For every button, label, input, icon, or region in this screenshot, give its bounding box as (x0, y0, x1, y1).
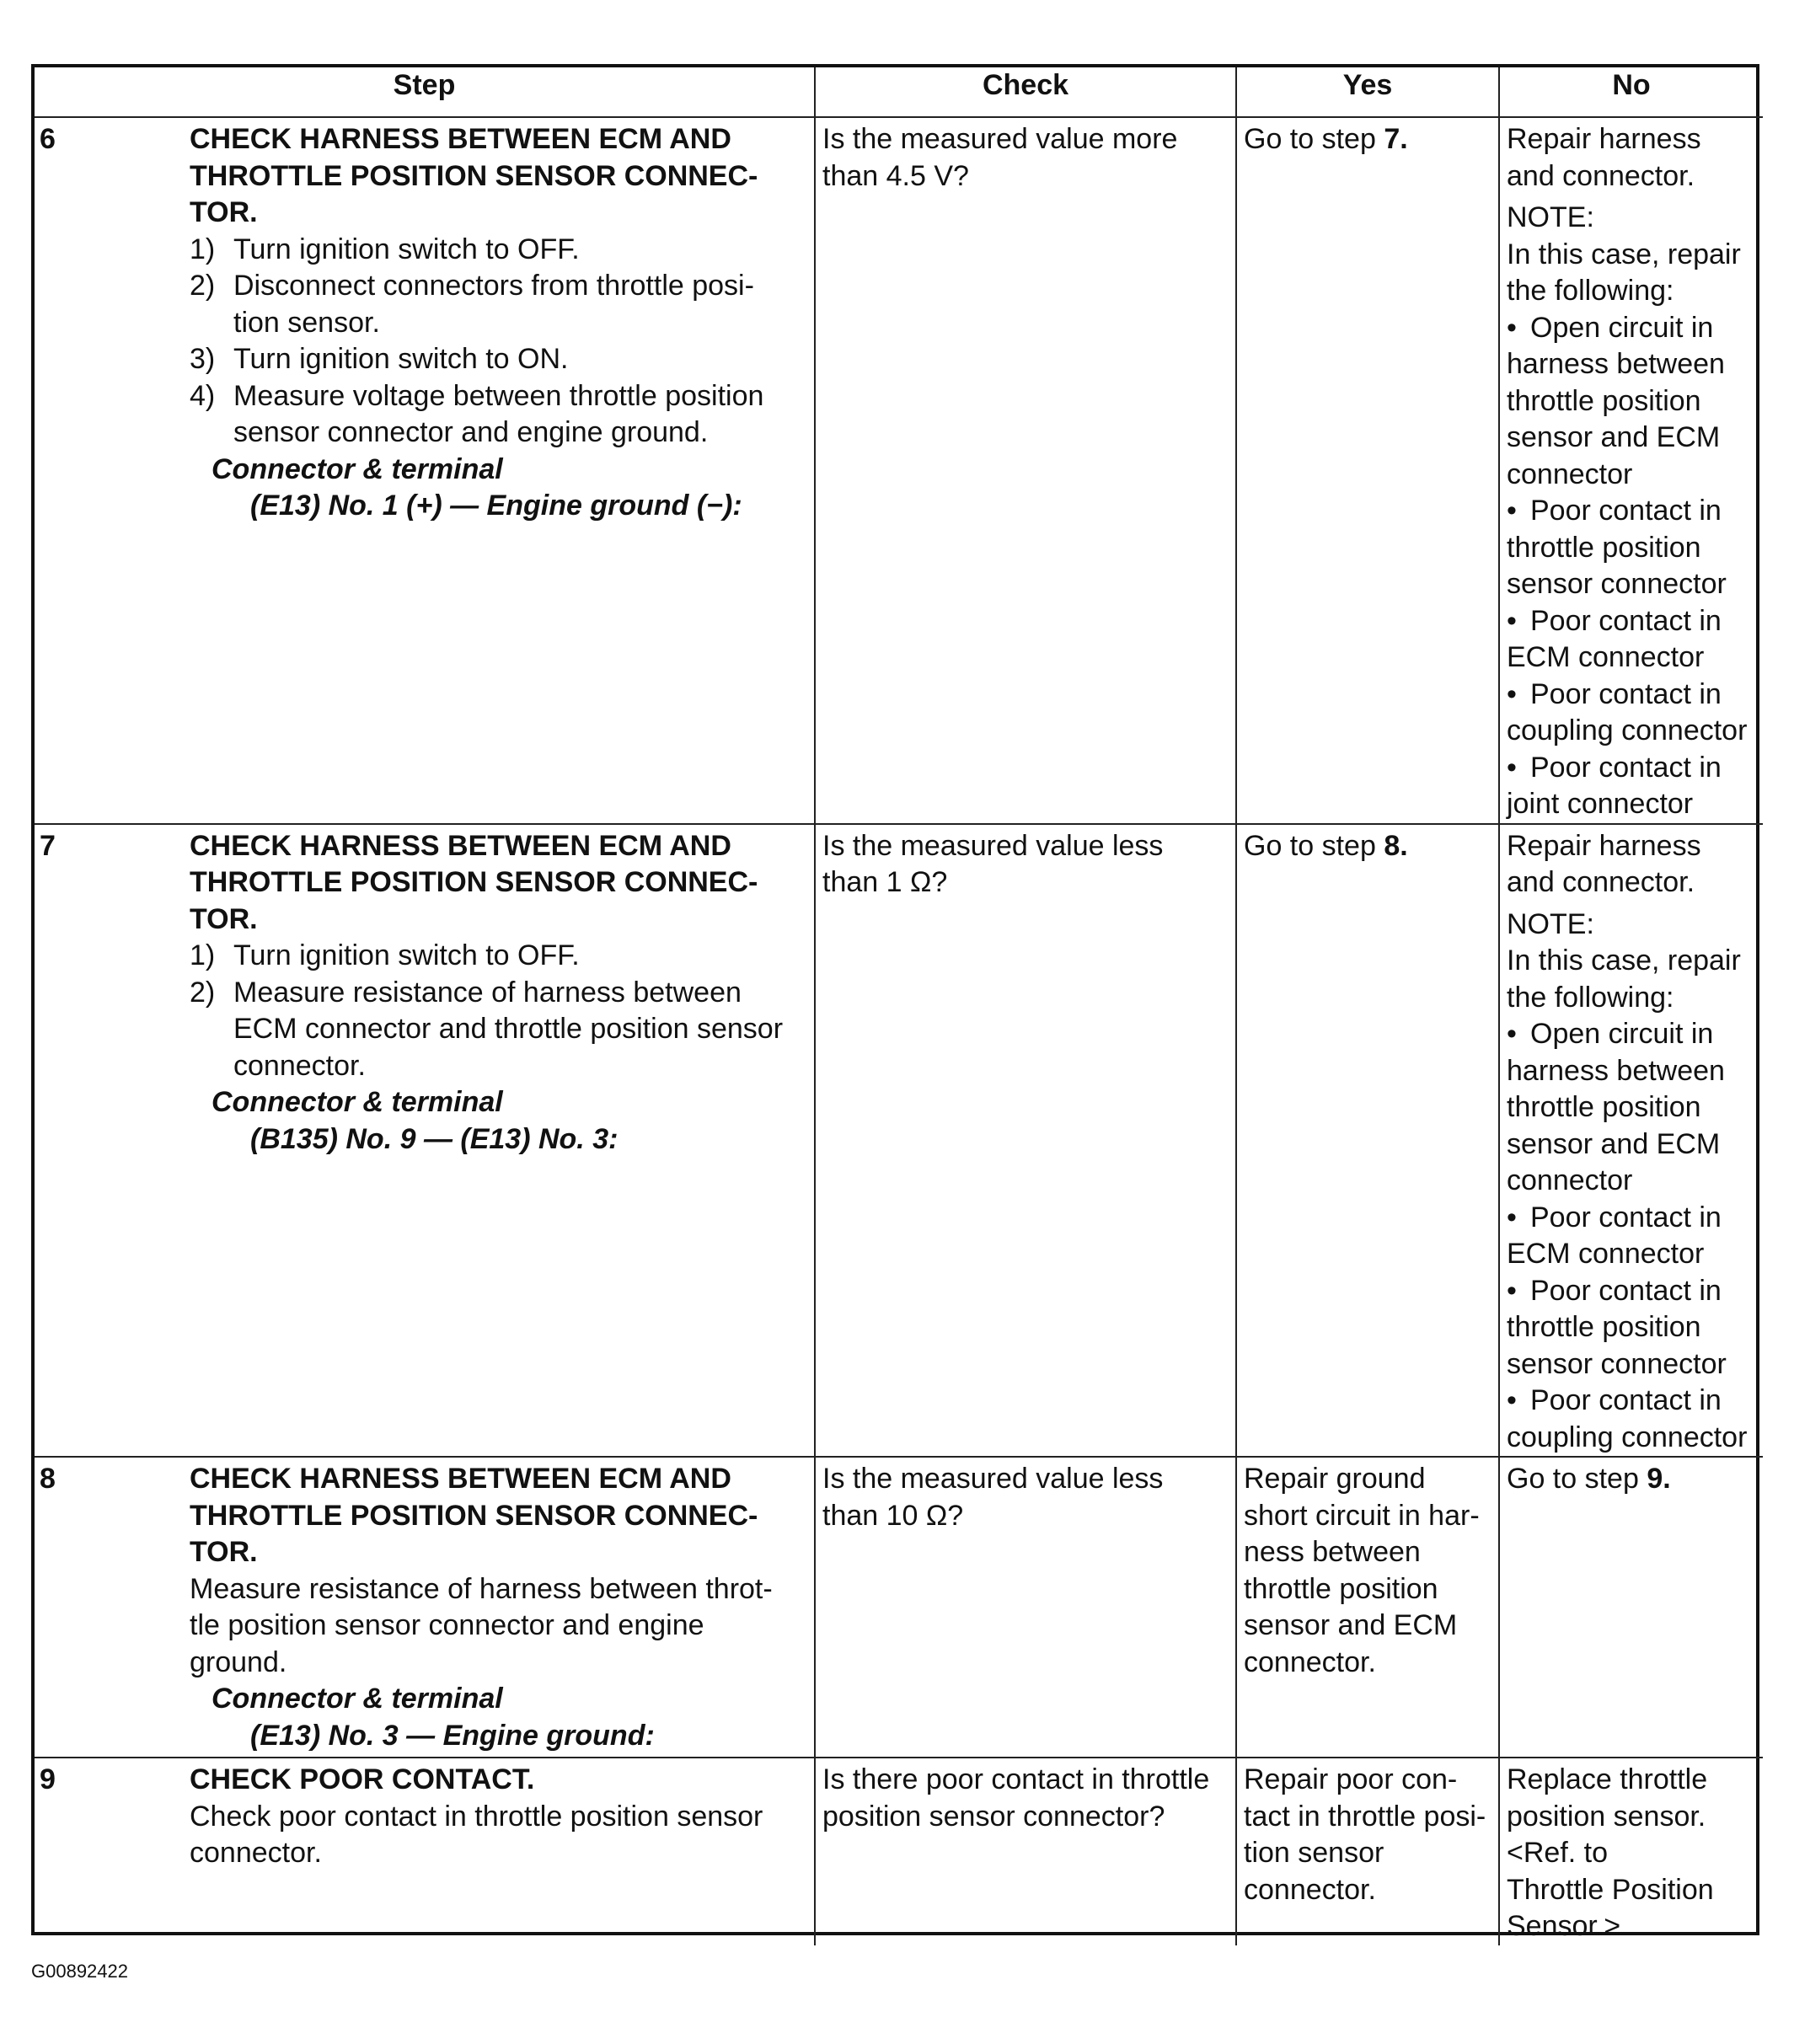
yes-cell-8: Repair ground short circuit in har- ness between throttle position sensor and ECM connector. (1236, 1457, 1499, 1758)
step-cell-7 (35, 824, 815, 1458)
no-cell-7: Repair harness and connector. NOTE: In this case, repair the following: • Open circuit in harness between throttle position sensor and ECM connector • Poor contact in ECM connector • Poor contact in throttle position sensor connector • Poor contact in coupling connector (1499, 824, 1763, 1458)
bullet-icon: • (1507, 495, 1517, 527)
bullet-item: • Poor contact in (1507, 750, 1756, 787)
goto-step-link: 8. (1384, 829, 1408, 862)
procedure-step: 3) Turn ignition switch to ON. (190, 343, 569, 375)
bullet-item: • Poor contact in (1507, 493, 1756, 530)
goto-step-link: 9. (1647, 1463, 1671, 1495)
procedure-step: 2) Disconnect connectors from throttle posi- tion sensor. (190, 270, 754, 339)
step-cell-8 (35, 1457, 815, 1758)
header-yes: Yes (1236, 67, 1499, 117)
procedure-text: Check poor contact in throttle position sensor connector. (190, 1800, 763, 1869)
bullet-icon: • (1507, 604, 1517, 637)
no-cell-6: Repair harness and connector. NOTE: In this case, repair the following: • Open circuit in harness between throttle position sensor and ECM connector • Poor contact in throttle position sensor connector • Poor contact in ECM connector • Poor contact in coupling connector • Poor contact in joint connector (1499, 117, 1763, 824)
check-cell-6: Is the measured value more than 4.5 V? (815, 117, 1236, 824)
connector-terminal-value: (B135) No. 9 — (E13) No. 3: (250, 1122, 619, 1155)
check-cell-9: Is there poor contact in throttle position sensor connector? (815, 1758, 1236, 1945)
connector-terminal-label: Connector & terminal (212, 1086, 503, 1118)
bullet-item: • Open circuit in (1507, 1016, 1756, 1053)
yes-cell-9: Repair poor con- tact in throttle posi- tion sensor connector. (1236, 1758, 1499, 1945)
bullet-icon: • (1507, 751, 1517, 784)
bullet-icon: • (1507, 1274, 1517, 1307)
step-number: 8 (40, 1463, 56, 1495)
bullet-icon: • (1507, 677, 1517, 710)
header-check: Check (815, 67, 1236, 117)
check-cell-8: Is the measured value less than 10 Ω? (815, 1457, 1236, 1758)
procedure-text: Measure resistance of harness between throt- tle position sensor connector and engine ground. (190, 1572, 773, 1678)
yes-cell-7: Go to step 8. (1236, 824, 1499, 1458)
bullet-item: • Open circuit in (1507, 310, 1756, 347)
connector-terminal-label: Connector & terminal (212, 1683, 503, 1715)
header-no: No (1499, 67, 1763, 117)
connector-terminal-label: Connector & terminal (212, 452, 503, 485)
step-title: CHECK HARNESS BETWEEN ECM AND THROTTLE POSITION SENSOR CONNEC- TOR. (190, 829, 758, 935)
connector-terminal-value: (E13) No. 3 — Engine ground: (250, 1719, 655, 1752)
step-number: 6 (40, 123, 56, 155)
procedure-step: 1) Turn ignition switch to OFF. (190, 939, 580, 971)
table-row-step-8 (35, 1457, 1763, 1758)
table-row-step-9 (35, 1758, 1763, 1945)
step-title: CHECK HARNESS BETWEEN ECM AND THROTTLE POSITION SENSOR CONNEC- TOR. (190, 123, 758, 228)
goto-step-link: 7. (1384, 123, 1408, 155)
bullet-item: • Poor contact in (1507, 1200, 1756, 1237)
note-label: NOTE: (1507, 907, 1594, 940)
step-cell-6 (35, 117, 815, 824)
note-label: NOTE: (1507, 201, 1594, 233)
bullet-item: • Poor contact in (1507, 677, 1756, 714)
diagnostic-table (35, 67, 1763, 1945)
bullet-icon: • (1507, 311, 1517, 344)
bullet-icon: • (1507, 1384, 1517, 1416)
step-cell-9 (35, 1758, 815, 1945)
step-title: CHECK HARNESS BETWEEN ECM AND THROTTLE POSITION SENSOR CONNEC- TOR. (190, 1463, 758, 1568)
header-step: Step (35, 67, 815, 117)
yes-cell-6: Go to step 7. (1236, 117, 1499, 824)
step-number: 9 (40, 1763, 56, 1795)
procedure-step: 2) Measure resistance of harness between ECM connector and throttle position sensor connector. (190, 976, 784, 1082)
bullet-icon: • (1507, 1018, 1517, 1050)
document-id: G00892422 (31, 1961, 128, 1982)
diagnostic-table-frame (31, 64, 1759, 1942)
connector-terminal-value: (E13) No. 1 (+) — Engine ground (−): (250, 490, 742, 522)
no-cell-9: Replace throttle position sensor. <Ref. to Throttle Position Sensor.> (1499, 1758, 1763, 1945)
bullet-icon: • (1507, 1201, 1517, 1233)
procedure-step: 4) Measure voltage between throttle position sensor connector and engine ground. (190, 379, 764, 448)
table-row-step-6 (35, 117, 1763, 824)
check-cell-7: Is the measured value less than 1 Ω? (815, 824, 1236, 1458)
bullet-item: • Poor contact in (1507, 1383, 1756, 1420)
procedure-step: 1) Turn ignition switch to OFF. (190, 233, 580, 265)
step-title: CHECK POOR CONTACT. (190, 1763, 535, 1795)
bullet-item: • Poor contact in (1507, 603, 1756, 640)
table-header-row (35, 67, 1763, 117)
step-number: 7 (40, 829, 56, 862)
table-row-step-7 (35, 824, 1763, 1458)
bullet-item: • Poor contact in (1507, 1273, 1756, 1310)
no-cell-8: Go to step 9. (1499, 1457, 1763, 1758)
